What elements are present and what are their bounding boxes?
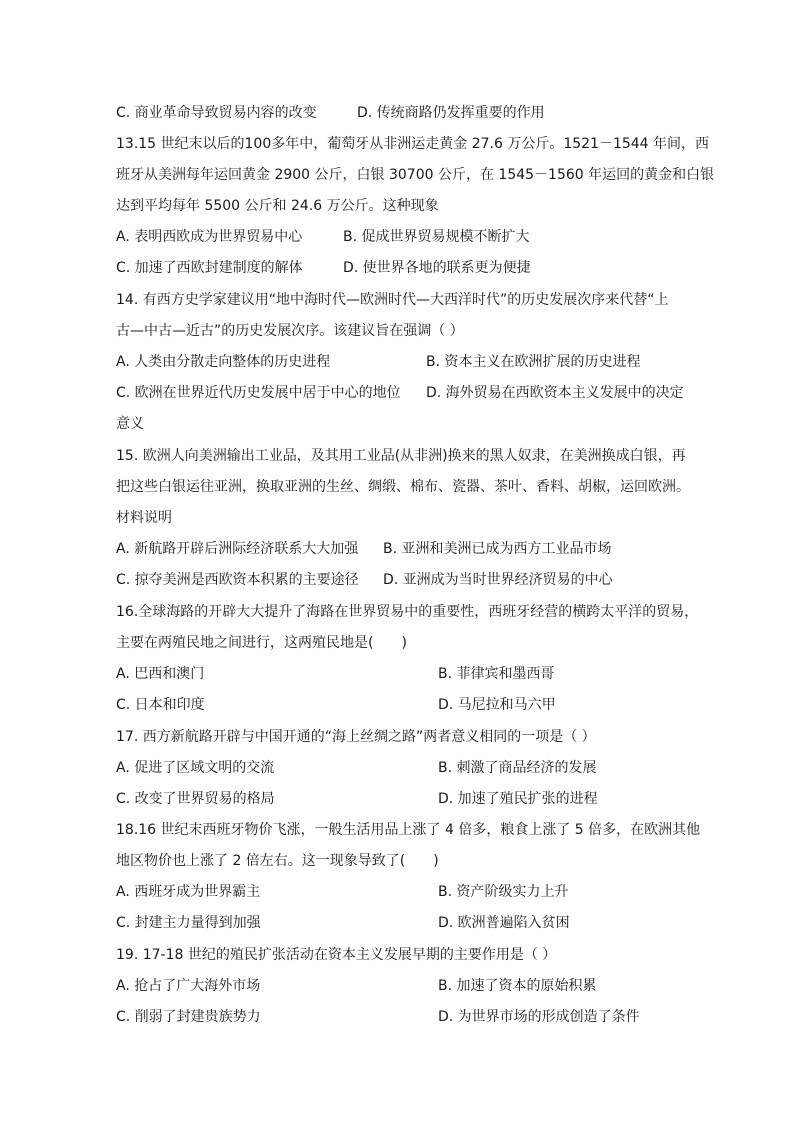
q18-stem-line-2: 地区物价也上涨了 2 倍左右。这一现象导致了( ) <box>116 853 439 869</box>
q15-option-a[interactable]: A. 新航路开辟后洲际经济联系大大加强 <box>116 541 359 557</box>
q15-stem-line-2: 把这些白银运往亚洲，换取亚洲的生丝、绸缎、棉布、瓷器、茶叶、香料、胡椒，运回欧洲。 <box>116 479 690 495</box>
q16-option-b[interactable]: B. 菲律宾和墨西哥 <box>438 666 555 682</box>
q14-option-d[interactable]: D. 海外贸易在西欧资本主义发展中的决定 <box>426 385 684 401</box>
q15-stem-line-1: 15. 欧洲人向美洲输出工业品，及其用工业品(从非洲)换来的黑人奴隶，在美洲换成白银，再 <box>116 448 686 464</box>
q13-option-b[interactable]: B. 促成世界贸易规模不断扩大 <box>343 229 530 245</box>
q19-option-a[interactable]: A. 抢占了广大海外市场 <box>116 978 261 994</box>
q13-option-c[interactable]: C. 加速了西欧封建制度的解体 <box>116 260 303 276</box>
q14-stem-line-2: 古—中古—近古”的历史发展次序。该建议旨在强调（ ） <box>116 323 464 339</box>
q14-option-b[interactable]: B. 资本主义在欧洲扩展的历史进程 <box>426 354 641 370</box>
q18-option-d[interactable]: D. 欧洲普遍陷入贫困 <box>438 915 570 931</box>
q13-stem-line-3: 达到平均每年 5500 公斤和 24.6 万公斤。这种现象 <box>116 198 439 214</box>
q15-stem-line-3: 材料说明 <box>116 510 172 526</box>
q18-option-b[interactable]: B. 资产阶级实力上升 <box>438 884 569 900</box>
q16-stem-line-2: 主要在两殖民地之间进行，这两殖民地是( ) <box>116 635 407 651</box>
q13-option-a[interactable]: A. 表明西欧成为世界贸易中心 <box>116 229 303 245</box>
q13-option-d[interactable]: D. 使世界各地的联系更为便捷 <box>343 260 531 276</box>
q14-stem-line-1: 14. 有西方史学家建议用“地中海时代—欧洲时代—大西洋时代”的历史发展次序来代替“上 <box>116 292 669 308</box>
q14-option-c[interactable]: C. 欧洲在世界近代历史发展中居于中心的地位 <box>116 385 401 401</box>
q16-stem-line-1: 16.全球海路的开辟大大提升了海路在世界贸易中的重要性，西班牙经营的横跨太平洋的贸易， <box>116 604 699 620</box>
q17-option-c[interactable]: C. 改变了世界贸易的格局 <box>116 791 275 807</box>
q15-option-d[interactable]: D. 亚洲成为当时世界经济贸易的中心 <box>383 572 613 588</box>
q13-stem-line-2: 班牙从美洲每年运回黄金 2900 公斤，白银 30700 公斤，在 1545－1560 年运回的黄金和白银 <box>116 167 715 183</box>
q15-option-c[interactable]: C. 掠夺美洲是西欧资本积累的主要途径 <box>116 572 359 588</box>
q19-option-d[interactable]: D. 为世界市场的形成创造了条件 <box>438 1009 640 1025</box>
q14-option-d-continued: 意义 <box>116 416 144 432</box>
q14-option-a[interactable]: A. 人类由分散走向整体的历史进程 <box>116 354 331 370</box>
q16-option-c[interactable]: C. 日本和印度 <box>116 697 205 713</box>
q16-option-d[interactable]: D. 马尼拉和马六甲 <box>438 697 556 713</box>
q19-option-c[interactable]: C. 削弱了封建贵族势力 <box>116 1009 261 1025</box>
q17-option-d[interactable]: D. 加速了殖民扩张的进程 <box>438 791 598 807</box>
q15-option-b[interactable]: B. 亚洲和美洲已成为西方工业品市场 <box>383 541 612 557</box>
q13-stem-line-1: 13.15 世纪末以后的100多年中，葡萄牙从非洲运走黄金 27.6 万公斤。1521－1544 年间，西 <box>116 136 710 152</box>
q18-stem-line-1: 18.16 世纪末西班牙物价飞涨，一般生活用品上涨了 4 倍多，粮食上涨了 5 倍多，在欧洲其他 <box>116 822 701 838</box>
q17-stem-line-1: 17. 西方新航路开辟与中国开通的“海上丝绸之路”两者意义相同的一项是（ ） <box>116 729 596 745</box>
q18-option-a[interactable]: A. 西班牙成为世界霸主 <box>116 884 261 900</box>
q19-option-b[interactable]: B. 加速了资本的原始积累 <box>438 978 597 994</box>
q12-option-c[interactable]: C. 商业革命导致贸易内容的改变 <box>116 105 317 121</box>
q12-option-d[interactable]: D. 传统商路仍发挥重要的作用 <box>357 105 545 121</box>
q17-option-b[interactable]: B. 刺激了商品经济的发展 <box>438 760 597 776</box>
q16-option-a[interactable]: A. 巴西和澳门 <box>116 666 205 682</box>
q19-stem-line-1: 19. 17-18 世纪的殖民扩张活动在资本主义发展早期的主要作用是（ ） <box>116 947 557 963</box>
q17-option-a[interactable]: A. 促进了区域文明的交流 <box>116 760 275 776</box>
q18-option-c[interactable]: C. 封建主力量得到加强 <box>116 915 261 931</box>
